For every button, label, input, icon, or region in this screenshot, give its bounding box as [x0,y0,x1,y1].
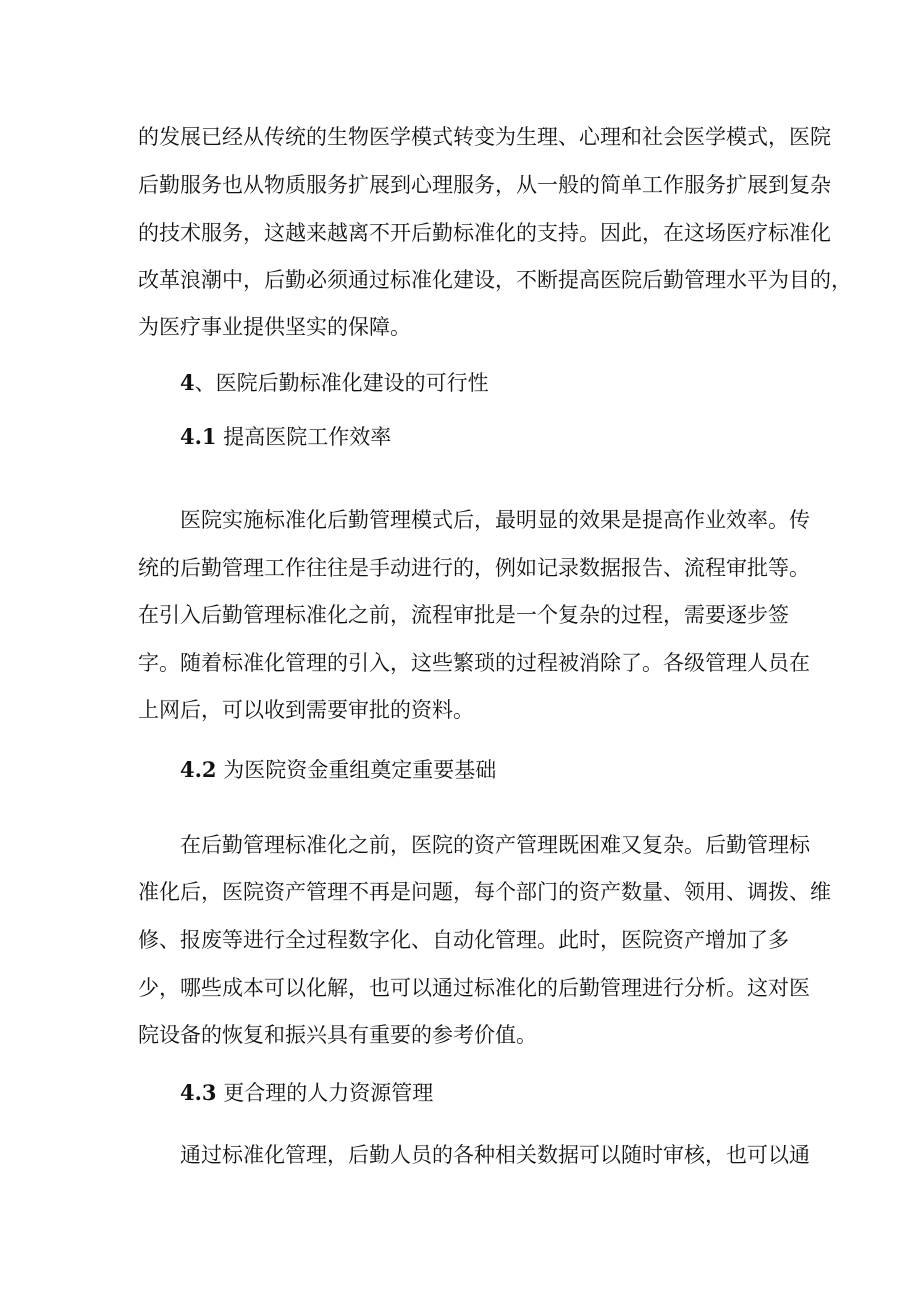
text-line: 后勤服务也从物质服务扩展到心理服务，从一般的简单工作服务扩展到复杂 [138,173,831,197]
heading-title: 提高医院工作效率 [223,425,392,449]
text-line: 上网后，可以收到需要审批的资料。 [138,698,474,722]
heading-title: 、医院后勤标准化建设的可行性 [194,371,489,395]
heading-number: 4 [180,370,195,395]
section-heading-4-3 [180,1080,433,1106]
heading-title: 为医院资金重组奠定重要基础 [223,758,497,782]
text-line: 少，哪些成本可以化解，也可以通过标准化的后勤管理进行分析。这对医 [138,976,810,1000]
text-line: 准化后，医院资产管理不再是问题，每个部门的资产数量、领用、调拨、维 [138,880,831,904]
text-line: 通过标准化管理，后勤人员的各种相关数据可以随时审核，也可以通 [180,1143,810,1167]
text-line: 医院实施标准化后勤管理模式后，最明显的效果是提高作业效率。传 [180,508,810,532]
text-line: 的技术服务，这越来越离不开后勤标准化的支持。因此，在这场医疗标准化 [138,221,831,245]
section-heading-4-2 [180,757,496,783]
text-line: 统的后勤管理工作往往是手动进行的，例如记录数据报告、流程审批等。 [138,556,810,580]
text-line: 在后勤管理标准化之前，医院的资产管理既困难又复杂。后勤管理标 [180,833,810,857]
text-line: 在引入后勤管理标准化之前，流程审批是一个复杂的过程，需要逐步签 [138,603,789,627]
text-line: 的发展已经从传统的生物医学模式转变为生理、心理和社会医学模式，医院 [138,125,831,149]
text-line: 字。随着标准化管理的引入，这些繁琐的过程被消除了。各级管理人员在 [138,651,810,675]
heading-number: 4.1 [180,424,217,449]
text-line: 改革浪潮中，后勤必须通过标准化建设，不断提高医院后勤管理水平为目的， [138,268,852,292]
heading-number: 4.2 [180,757,217,782]
text-line: 为医疗事业提供坚实的保障。 [138,315,411,339]
text-line: 院设备的恢复和振兴具有重要的参考价值。 [138,1023,537,1047]
section-heading-4-1 [180,424,391,450]
heading-title: 更合理的人力资源管理 [223,1081,434,1105]
text-line: 修、报废等进行全过程数字化、自动化管理。此时，医院资产增加了多 [138,928,789,952]
section-heading-4 [180,370,489,396]
heading-number: 4.3 [180,1080,217,1105]
